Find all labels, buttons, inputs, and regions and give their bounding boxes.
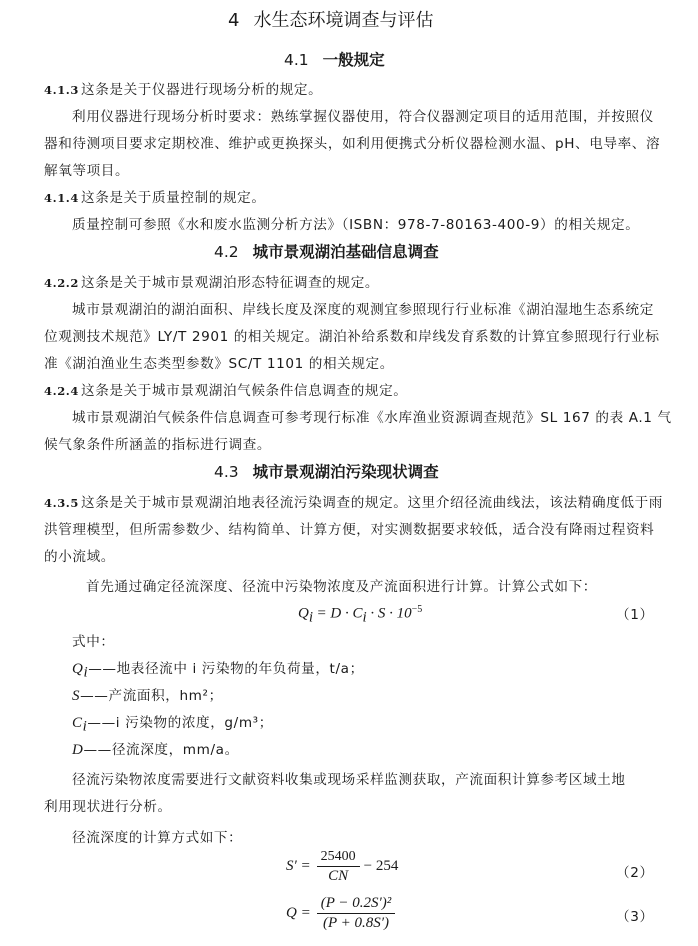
- section-4-1-title: 一般规定: [322, 51, 385, 69]
- clause-number: 4.1.3: [44, 83, 80, 97]
- paragraph-line: 位观测技术规范》LY/T 2901 的相关规定。湖泊补给系数和岸线发育系数的计算宜参照现行行业标: [44, 329, 660, 345]
- section-4-3-title: 城市景观湖泊污染现状调查: [252, 463, 439, 481]
- def-sub: i: [83, 664, 89, 681]
- eq3-lhs: Q =: [286, 905, 311, 921]
- def-text: ——径流深度，mm/a。: [83, 742, 239, 758]
- clause-4-1-3: [44, 81, 322, 99]
- clause-lead: 这条是关于城市景观湖泊气候条件信息调查的规定。: [81, 383, 408, 399]
- def-symbol: D: [72, 742, 84, 758]
- definition-row: [72, 660, 364, 682]
- eq2-denominator: CN: [328, 868, 349, 884]
- paragraph-line: 器和待测项目要求定期校准、维护或更换探头，如利用便携式分析仪器检测水温、pH、电导率、溶: [44, 136, 661, 152]
- paragraph-line: 洪管理模型，但所需参数少、结构简单、计算方便，对实测数据要求较低，适合没有降雨过程资料: [44, 522, 655, 538]
- definition-row: [72, 714, 273, 736]
- section-4-3-heading: [214, 463, 439, 481]
- def-text: ——产流面积，hm²；: [80, 688, 223, 704]
- paragraph-line: 城市景观湖泊气候条件信息调查可参考现行标准《水库渔业资源调查规范》SL 167 的表 A.1 气: [72, 410, 672, 426]
- clause-number: 4.2.4: [44, 384, 80, 398]
- clause-4-1-4: [44, 189, 266, 207]
- eq3-numerator: (P − 0.2S′)²: [317, 895, 396, 914]
- section-4-2-heading: [214, 243, 439, 261]
- paragraph-line: 利用仪器进行现场分析时要求：熟练掌握仪器使用，符合仪器测定项目的适用范围，并按照仪: [72, 109, 654, 125]
- def-symbol: Q: [72, 661, 84, 677]
- paragraph-line: 质量控制可参照《水和废水监测分析方法》（ISBN：978-7-80163-400-9）的相关规定。: [72, 217, 640, 233]
- clause-4-2-2: [44, 274, 379, 292]
- chapter-number: 4: [228, 10, 240, 31]
- def-text: ——地表径流中 i 污染物的年负荷量，t/a；: [88, 661, 364, 677]
- clause-lead: 这条是关于城市景观湖泊地表径流污染调查的规定。这里介绍径流曲线法，该法精确度低于雨: [81, 495, 663, 511]
- eq1-rhs-sup: −5: [411, 604, 423, 615]
- paragraph-line: 城市景观湖泊的湖泊面积、岸线长度及深度的观测宜参照现行行业标准《湖泊湿地生态系统定: [72, 302, 654, 318]
- paragraph-line: 候气象条件所涵盖的指标进行调查。: [44, 437, 272, 453]
- paragraph-line: 径流污染物浓度需要进行文献资料收集或现场采样监测获取，产流面积计算参考区域土地: [72, 772, 626, 788]
- paragraph-line: 径流深度的计算方式如下：: [72, 830, 243, 846]
- eq1-rhs-2: · S · 10: [366, 605, 412, 622]
- def-text: ——i 污染物的浓度，g/m³；: [87, 715, 273, 731]
- eq1-lhs: Q: [298, 605, 309, 622]
- eq2-tail: − 254: [363, 858, 399, 874]
- equation-1: [298, 604, 422, 626]
- where-label: 式中：: [72, 634, 115, 650]
- equation-2-label: （2）: [616, 865, 654, 881]
- equation-2: [286, 848, 398, 885]
- paragraph-line: 首先通过确定径流深度、径流中污染物浓度及产流面积进行计算。计算公式如下：: [86, 579, 597, 595]
- paragraph-line: 利用现状进行分析。: [44, 799, 172, 815]
- def-symbol: S: [72, 688, 81, 704]
- equation-3-label: （3）: [616, 909, 654, 925]
- equation-1-label: （1）: [616, 607, 654, 623]
- chapter-title: [228, 12, 433, 30]
- eq1-lhs-sub: i: [308, 609, 314, 626]
- clause-number: 4.2.2: [44, 276, 80, 290]
- section-4-1-number: 4.1: [284, 51, 309, 69]
- definition-row: [72, 687, 223, 705]
- clause-4-2-4: [44, 382, 407, 400]
- clause-number: 4.1.4: [44, 191, 80, 205]
- section-4-3-number: 4.3: [214, 463, 239, 481]
- eq3-fraction: [317, 895, 396, 932]
- clause-lead: 这条是关于质量控制的规定。: [81, 190, 266, 206]
- eq1-rhs-sub: i: [362, 609, 367, 626]
- eq2-numerator: 25400: [317, 848, 360, 867]
- definition-row: [72, 741, 239, 759]
- clause-lead: 这条是关于仪器进行现场分析的规定。: [81, 82, 323, 98]
- eq2-lhs: S′ =: [286, 858, 311, 874]
- section-4-1-heading: [284, 51, 385, 69]
- chapter-title-text: 水生态环境调查与评估: [253, 10, 434, 31]
- paragraph-line: 准《湖泊渔业生态类型参数》SC/T 1101 的相关规定。: [44, 356, 394, 372]
- clause-lead: 这条是关于城市景观湖泊形态特征调查的规定。: [81, 275, 380, 291]
- def-sub: i: [82, 718, 88, 735]
- def-symbol: C: [72, 715, 83, 731]
- section-4-2-title: 城市景观湖泊基础信息调查: [252, 243, 439, 261]
- paragraph-line: 解氧等项目。: [44, 163, 130, 179]
- eq1-rhs: = D · C: [316, 605, 363, 622]
- clause-number: 4.3.5: [44, 496, 80, 510]
- section-4-2-number: 4.2: [214, 243, 239, 261]
- eq3-denominator: (P + 0.8S′): [322, 915, 390, 931]
- equation-3: [286, 895, 395, 932]
- clause-4-3-5: [44, 494, 663, 512]
- eq2-fraction: [317, 848, 360, 885]
- paragraph-line: 的小流域。: [44, 549, 115, 565]
